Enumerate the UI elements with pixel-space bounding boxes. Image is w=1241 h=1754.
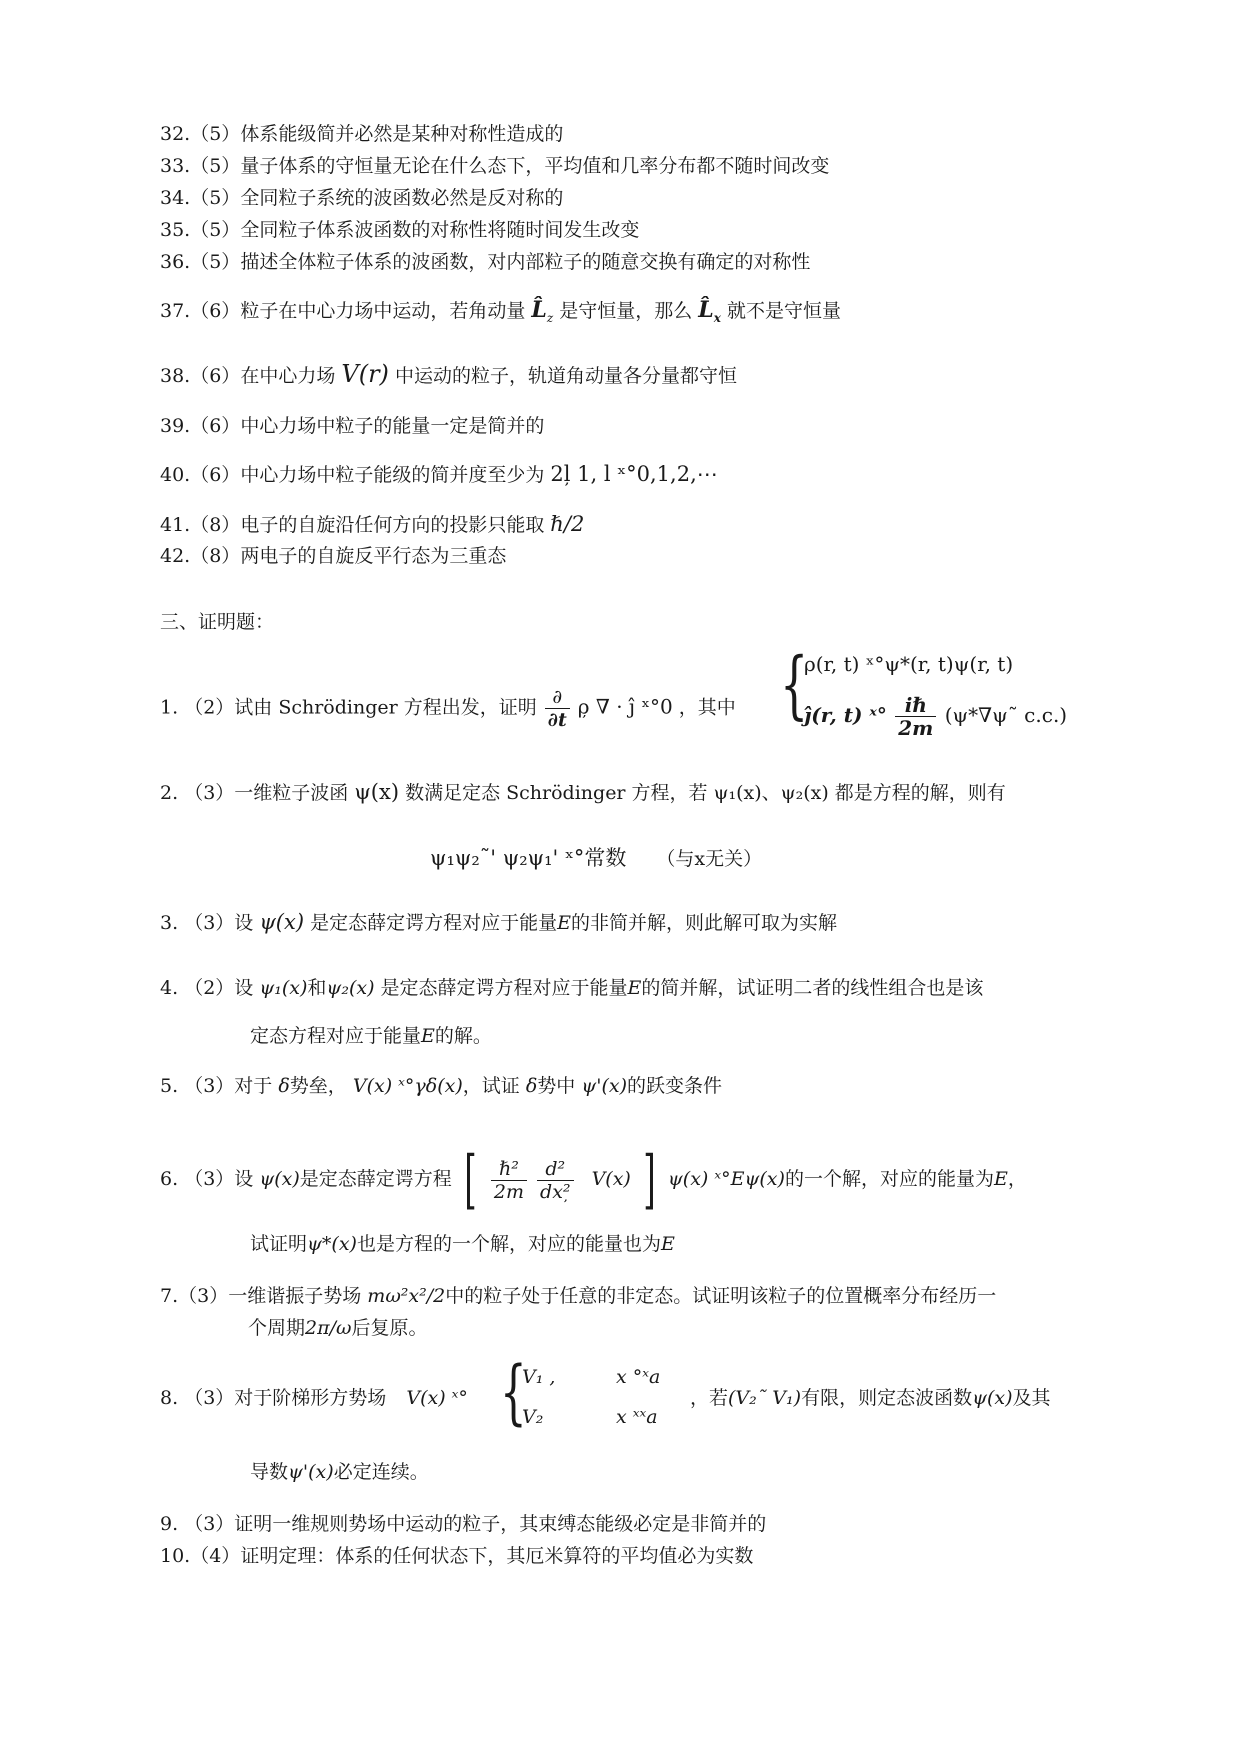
proof-5: 5. （3）对于 δ势垒， V(x) ˣ°γδ(x)，试证 δ势中 ψ'(x)的跃变条件: [160, 1075, 723, 1097]
item-34: 34.（5）全同粒子系统的波函数必然是反对称的: [160, 187, 564, 209]
proof-10: 10.（4）证明定理：体系的任何状态下，其厄米算符的平均值必为实数: [160, 1545, 754, 1567]
rho-definition: ρ(r, t) ˣ°ψ*(r, t)ψ(r, t): [804, 652, 1014, 676]
left-brace: {: [780, 642, 809, 728]
proof-4: 4. （2）设 ψ₁(x)和ψ₂(x) 是定态薛定谔方程对应于能量E的简并解，试证明二者的线性组合也是该: [160, 977, 984, 999]
item-40: 40.（6）中心力场中粒子能级的简并度至少为 2l̦ 1, l ˣ°0,1,2,⋯: [160, 462, 718, 486]
proof-7-cont: 个周期2π/ω后复原。: [248, 1317, 428, 1339]
proof-2: 2. （3）一维粒子波函 ψ(x) 数满足定态 Schrödinger 方程，若 ψ₁(x)、ψ₂(x) 都是方程的解，则有: [160, 780, 1006, 804]
item-42: 42.（8）两电子的自旋反平行态为三重态: [160, 545, 507, 567]
item-38: 38.（6）在中心力场 V(r) 中运动的粒子，轨道角动量各分量都守恒: [160, 360, 737, 388]
proof-8-right: ，若(V₂˜ V₁)有限，则定态波函数ψ(x)及其: [690, 1387, 1051, 1409]
current-definition: ĵ(r, t) ˣ° $\frac{\text{iℏ}}{2m}$ (ψ*∇ψ˜ c.c.): [804, 693, 1068, 740]
item-37: 37.（6）粒子在中心力场中运动，若角动量 $L̂_z$ 是守恒量，那么 $L̂_x$ 就不是守恒量: [160, 297, 841, 325]
section-heading: 三、证明题：: [160, 611, 275, 633]
proof-3: 3. （3）设 ψ(x) 是定态薛定谔方程对应于能量E的非简并解，则此解可取为实解: [160, 910, 837, 934]
proof-8: 8. （3）对于阶梯形方势场 V(x) ˣ°: [160, 1387, 468, 1409]
partial-fraction: $\frac{\partial}{\partial t}$: [545, 686, 570, 731]
piecewise-system: { V₁ , x °ˣa V₂ x ˣˣa: [500, 1351, 661, 1433]
item-35: 35.（5）全同粒子体系波函数的对称性将随时间发生改变: [160, 219, 640, 241]
item-33: 33.（5）量子体系的守恒量无论在什么态下，平均值和几率分布都不随时间改变: [160, 155, 830, 177]
definition-system: [780, 642, 1080, 740]
proof-7: 7.（3）一维谐振子势场 mω²x²/2中的粒子处于任意的非定态。试证明该粒子的位置概率分布经历一: [160, 1285, 997, 1307]
proof-1: 1. （2）试由 Schrödinger 方程出发，证明 $\frac{\partial}{\partial t}$ ρ̦ ∇ · ĵ ˣ°0 ，其中: [160, 686, 736, 731]
item-36: 36.（5）描述全体粒子体系的波函数，对内部粒子的随意交换有确定的对称性: [160, 251, 811, 273]
piecewise-brace: {: [500, 1351, 527, 1433]
proof-2-equation: ψ₁ψ₂˜' ψ₂ψ₁' ˣ°常数 （与x无关）: [430, 846, 763, 870]
proof-6: 6. （3）设 ψ(x)是定态薛定谔方程 [ $\frac{\text{ℏ²}}{2m}$ $\frac{\text{d²}}{\text{dx²̦}}$ V(x) ] ψ(x) ˣ°Eψ(x)的一个解，对应的能量为E，: [160, 1143, 1027, 1217]
item-41: 41.（8）电子的自旋沿任何方向的投影只能取 ℏ/2: [160, 512, 585, 536]
item-39: 39.（6）中心力场中粒子的能量一定是简并的: [160, 415, 545, 437]
proof-6-cont: 试证明ψ*(x)也是方程的一个解，对应的能量也为E: [250, 1233, 675, 1255]
proof-8-cont: 导数ψ'(x)必定连续。: [250, 1461, 429, 1483]
item-32: 32.（5）体系能级简并必然是某种对称性造成的: [160, 123, 564, 145]
proof-9: 9. （3）证明一维规则势场中运动的粒子，其束缚态能级必定是非简并的: [160, 1513, 767, 1535]
proof-4-cont: 定态方程对应于能量E的解。: [250, 1025, 492, 1047]
right-bracket: ]: [643, 1143, 656, 1217]
left-bracket: [: [464, 1143, 477, 1217]
